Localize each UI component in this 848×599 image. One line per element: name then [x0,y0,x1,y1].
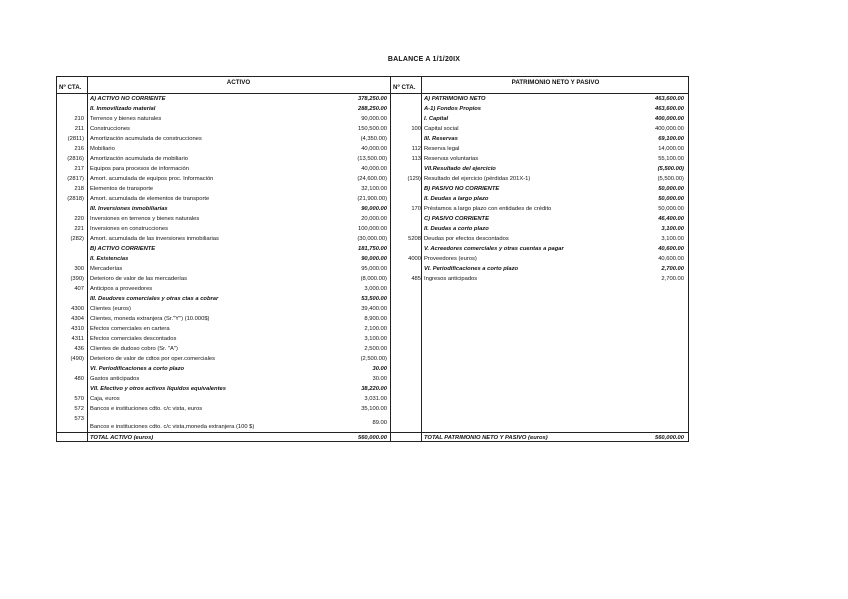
total-pasivo-label: TOTAL PATRIMONIO NETO Y PASIVO (euros) [424,435,548,441]
activo-amount: 38,220.00 [361,386,387,392]
activo-account-code: 480 [74,376,84,382]
activo-account-code: (390) [70,276,84,282]
activo-account-code: 4310 [71,326,84,332]
pasivo-amount: 3,100.00 [661,226,684,232]
total-pasivo-amount: 560,000.00 [654,435,684,441]
pasivo-account-name: Proveedores (euros) [424,256,477,262]
activo-account-name: Clientes de dudoso cobro (Sr. "A") [90,346,178,352]
activo-amount: 30.00 [372,366,387,372]
pasivo-account-name: II. Deudas a largo plazo [424,196,489,202]
activo-account-name: A) ACTIVO NO CORRIENTE [90,96,166,102]
pasivo-amount: 400,000.00 [654,116,684,122]
activo-account-code: 4300 [71,306,84,312]
total-activo-amount: 560,000.00 [357,435,387,441]
activo-account-code: (2816) [67,156,84,162]
activo-account-code: (2811) [67,136,84,142]
activo-row [57,364,690,374]
pasivo-amount: 3,100.00 [661,236,684,242]
pasivo-row [57,264,690,274]
activo-account-name: Bancos e instituciones cdto. c/c vista,moneda extranjera (100 $) [90,424,255,430]
activo-account-name: Mobiliario [90,146,115,152]
pasivo-account-code: (129) [407,176,421,182]
activo-account-name: Amort. acumulada de las inversiones inmobiliarias [90,236,219,242]
activo-amount: 40,000.00 [361,146,387,152]
balance-sheet-table [56,76,689,442]
pasivo-amount: (5,500.00) [657,166,684,172]
activo-row [57,404,690,414]
pasivo-amount: 14,000.00 [658,146,684,152]
pasivo-row [57,104,690,114]
pasivo-row [57,164,690,174]
activo-amount: 90,000.00 [361,206,387,212]
activo-account-name: Amortización acumulada de construcciones [90,136,202,142]
activo-amount: 40,000.00 [361,166,387,172]
activo-row [57,304,690,314]
activo-account-name: III. Deudores comerciales y otras ctas a cobrar [90,296,219,302]
activo-account-code: 210 [74,116,84,122]
activo-account-code: 573 [74,416,84,422]
activo-account-name: Inversiones en terrenos y bienes naturales [90,216,200,222]
activo-account-code: 218 [74,186,84,192]
activo-account-code: (282) [70,236,84,242]
activo-amount: (8,000.00) [360,276,387,282]
activo-account-name: Efectos comerciales en cartera [90,326,170,332]
activo-amount: 20,000.00 [361,216,387,222]
activo-account-name: Amort. acumulada de elementos de transporte [90,196,210,202]
pasivo-account-name: Préstamos a largo plazo con entidades de crédito [424,206,552,212]
pasivo-amount: 2,700.00 [661,276,684,282]
activo-row [57,334,690,344]
activo-account-code: 4304 [71,316,84,322]
activo-account-name: B) ACTIVO CORRIENTE [90,246,156,252]
pasivo-row [57,194,690,204]
activo-amount: (30,000.00) [357,236,387,242]
activo-amount: 181,750.00 [357,246,387,252]
activo-amount: 90,000.00 [361,256,387,262]
activo-amount: 3,031.00 [364,396,387,402]
activo-account-code: 216 [74,146,84,152]
pasivo-amount: (5,500.00) [657,176,684,182]
pasivo-amount: 46,400.00 [658,216,684,222]
pasivo-account-name: II. Deudas a corto plazo [424,226,489,232]
activo-account-name: Deterioro de valor de las mercaderías [90,276,187,282]
activo-account-name: Elementos de transporte [90,186,154,192]
activo-account-code: 570 [74,396,84,402]
pasivo-header: PATRIMONIO NETO Y PASIVO [511,79,600,86]
pasivo-account-code: 4000 [408,256,421,262]
totals-row [57,433,690,443]
pasivo-account-name: A) PATRIMONIO NETO [424,96,486,102]
activo-amount: (21,900.00) [357,196,387,202]
activo-account-name: Bancos e instituciones cdto. c/c vista, euros [90,406,203,412]
activo-account-code: 300 [74,266,84,272]
activo-account-code: (2817) [67,176,84,182]
pasivo-account-name: V. Acreedores comerciales y otras cuentas a pagar [424,246,564,252]
activo-account-name: VII. Efectivo y otros activos líquidos equivalentes [90,386,226,392]
pasivo-account-name: I. Capital [424,116,449,122]
total-activo-label: TOTAL ACTIVO (euros) [90,435,154,441]
activo-account-code: 4311 [71,336,84,342]
activo-amount: (24,600.00) [357,176,387,182]
activo-account-name: Clientes (euros) [90,306,131,312]
pasivo-account-name: III. Reservas [424,136,458,142]
pasivo-row [57,94,690,104]
right-code-header: Nº CTA. [393,84,416,91]
activo-amount: 90,000.00 [361,116,387,122]
pasivo-amount: 50,000.00 [658,186,684,192]
pasivo-row [57,144,690,154]
activo-account-code: (490) [70,356,84,362]
activo-account-code: 217 [74,166,84,172]
activo-amount: 378,250.00 [357,96,387,102]
pasivo-amount: 69,100.00 [658,136,684,142]
activo-row [57,324,690,334]
activo-header: ACTIVO [226,79,251,86]
activo-amount: 35,100.00 [361,406,387,412]
activo-row [57,374,690,384]
activo-account-code: 407 [74,286,84,292]
pasivo-account-code: 5208 [408,236,421,242]
activo-amount: 89.00 [372,420,387,426]
activo-account-name: Inversiones en construcciones [90,226,168,232]
activo-account-name: Anticipos a proveedores [90,286,153,292]
activo-account-name: Clientes, moneda extranjera (Sr."Y") (10.000$) [90,316,210,322]
activo-amount: 3,100.00 [364,336,387,342]
activo-amount: 3,000.00 [364,286,387,292]
pasivo-row [57,274,690,284]
pasivo-account-name: B) PASIVO NO CORRIENTE [424,186,500,192]
pasivo-row [57,254,690,264]
activo-amount: 32,100.00 [361,186,387,192]
activo-amount: (13,500.00) [357,156,387,162]
activo-account-name: VI. Periodificaciones a corto plazo [90,366,185,372]
activo-account-name: Equipos para procesos de información [90,166,189,172]
pasivo-amount: 40,600.00 [658,246,684,252]
pasivo-account-name: Ingresos anticipados [424,276,478,282]
pasivo-account-code: 113 [411,156,421,162]
activo-amount: (2,500.00) [360,356,387,362]
activo-account-code: 572 [74,406,84,412]
activo-account-name: Caja, euros [90,396,120,402]
activo-account-code: 221 [74,226,84,232]
activo-amount: 2,100.00 [364,326,387,332]
pasivo-amount: 463,600.00 [654,96,684,102]
activo-row [57,294,690,304]
activo-row [57,414,690,432]
pasivo-row [57,184,690,194]
pasivo-amount: 40,600.00 [658,256,684,262]
activo-account-name: Construcciones [90,126,130,132]
activo-row [57,344,690,354]
pasivo-amount: 2,700.00 [661,266,684,272]
activo-row [57,284,690,294]
pasivo-account-name: Capital social [424,126,459,132]
activo-account-code: (2818) [67,196,84,202]
activo-row [57,354,690,364]
pasivo-account-name: Resultado del ejercicio (pérdidas 201X-1) [424,176,531,182]
pasivo-row [57,124,690,134]
activo-amount: 95,000.00 [361,266,387,272]
pasivo-row [57,114,690,124]
activo-amount: 288,250.00 [357,106,387,112]
activo-amount: (4,350.00) [360,136,387,142]
activo-account-name: Amort. acumulada de equipos proc. Información [90,176,214,182]
activo-account-code: 211 [74,126,84,132]
left-code-header: Nº CTA. [59,84,82,91]
pasivo-row [57,154,690,164]
pasivo-account-name: Reservas voluntarias [424,156,479,162]
pasivo-amount: 50,000.00 [658,196,684,202]
pasivo-amount: 400,000.00 [654,126,684,132]
activo-row [57,394,690,404]
activo-account-name: Deterioro de valor de cdtos por oper.comerciales [90,356,216,362]
activo-account-code: 220 [74,216,84,222]
activo-account-name: III. Inversiones inmobiliarias [90,206,168,212]
pasivo-account-name: C) PASIVO CORRIENTE [424,216,489,222]
pasivo-account-name: VI. Periodificaciones a corto plazo [424,266,519,272]
pasivo-row [57,174,690,184]
activo-amount: 53,500.00 [361,296,387,302]
pasivo-account-code: 170 [411,206,421,212]
pasivo-amount: 463,600.00 [654,106,684,112]
pasivo-account-name: Deudas por efectos descontados [424,236,509,242]
pasivo-row [57,224,690,234]
pasivo-row [57,234,690,244]
pasivo-account-name: VII.Resultado del ejercicio [424,166,496,172]
activo-row [57,384,690,394]
activo-amount: 30.00 [372,376,387,382]
pasivo-account-name: Reserva legal [424,146,460,152]
activo-amount: 100,000.00 [357,226,387,232]
pasivo-account-code: 112 [411,146,421,152]
activo-amount: 150,500.00 [357,126,387,132]
pasivo-account-name: A-1) Fondos Propios [424,106,482,112]
activo-account-name: Amortización acumulada de mobiliario [90,156,188,162]
activo-account-name: Terrenos y bienes naturales [90,116,162,122]
activo-account-name: Mercaderías [90,266,123,272]
pasivo-amount: 55,100.00 [658,156,684,162]
activo-account-name: II. Inmovilizado material [90,106,156,112]
activo-amount: 8,900.00 [364,316,387,322]
activo-account-code: 436 [74,346,84,352]
activo-account-name: Efectos comerciales descontados [90,336,177,342]
activo-amount: 2,500.00 [364,346,387,352]
pasivo-account-code: 485 [411,276,421,282]
activo-account-name: II. Existencias [90,256,129,262]
pasivo-account-code: 100 [411,126,421,132]
page-title: BALANCE A 1/1/20IX [387,56,461,63]
pasivo-row [57,134,690,144]
activo-amount: 39,400.00 [361,306,387,312]
pasivo-amount: 50,000.00 [658,206,684,212]
pasivo-row [57,204,690,214]
activo-row [57,314,690,324]
pasivo-row [57,214,690,224]
pasivo-row [57,244,690,254]
activo-account-name: Gastos anticipados [90,376,140,382]
